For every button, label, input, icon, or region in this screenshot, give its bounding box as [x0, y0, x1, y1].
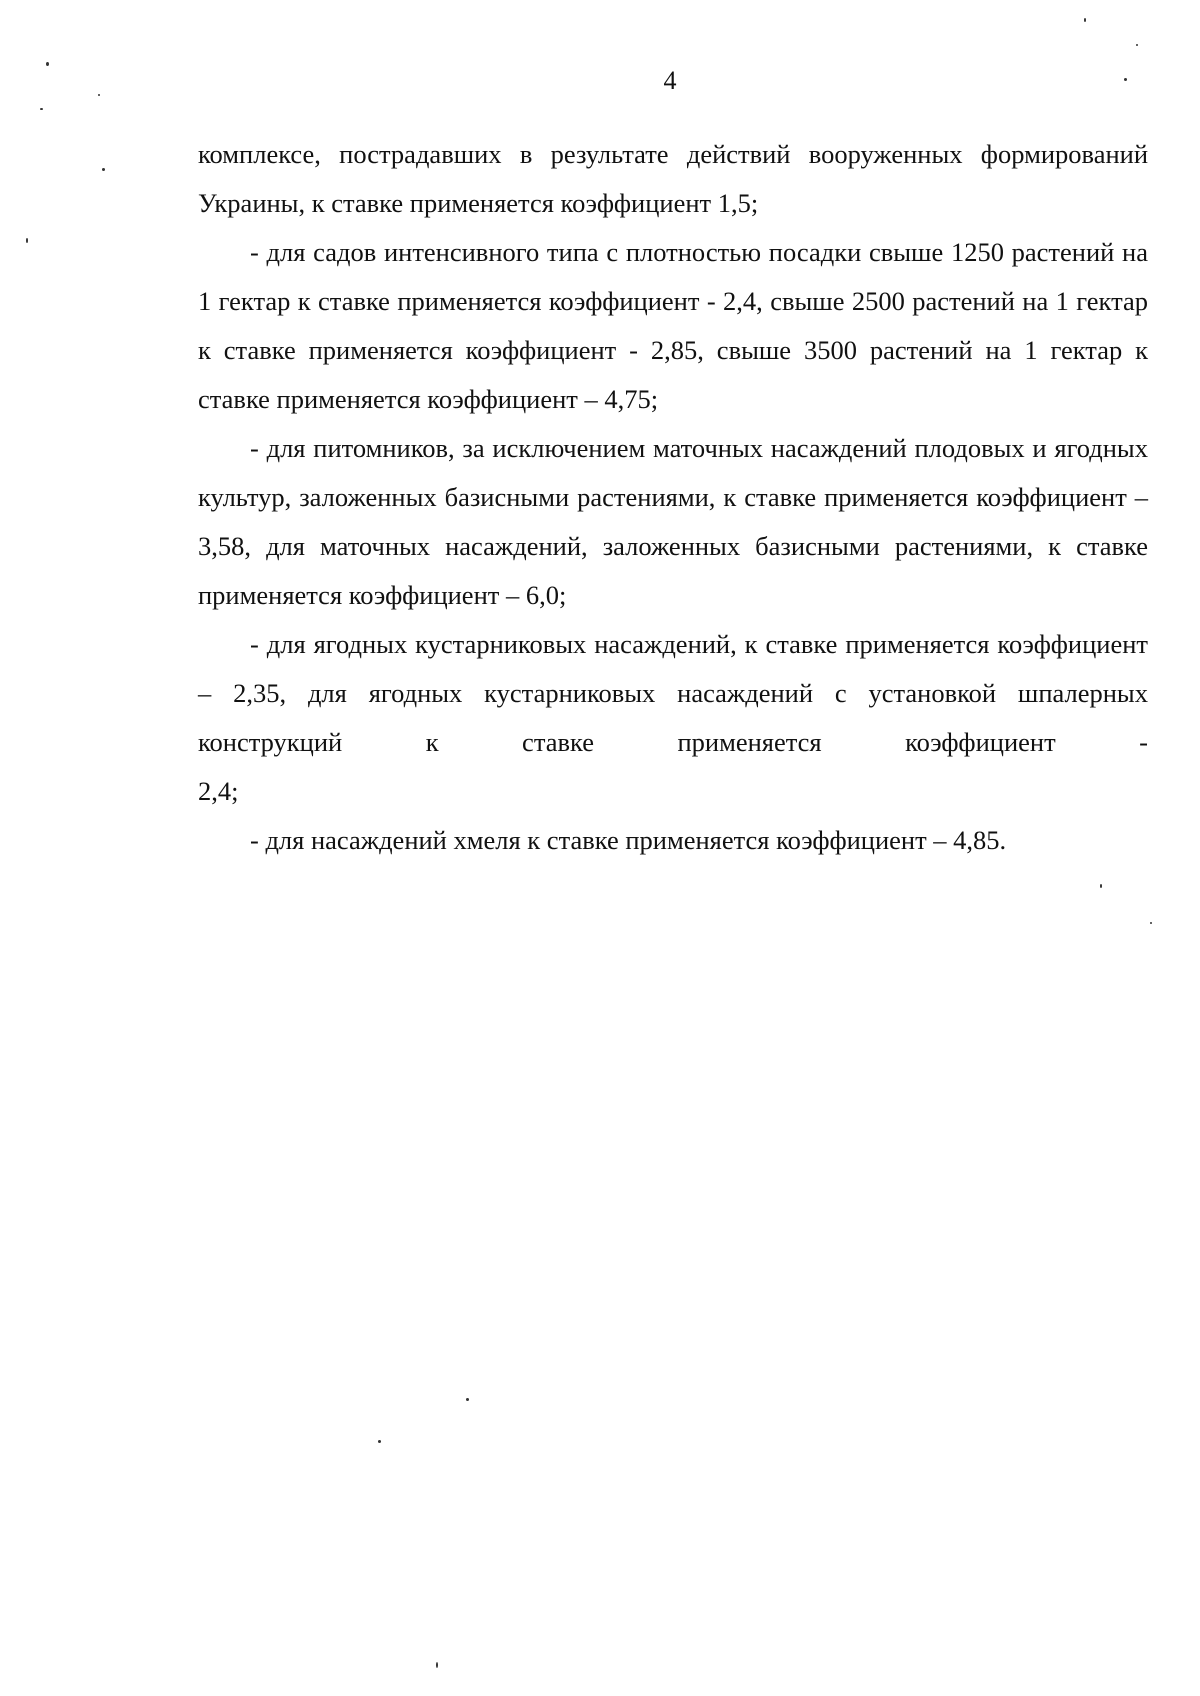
scan-speck [378, 1440, 381, 1443]
scan-speck [102, 168, 105, 171]
document-body [198, 130, 1148, 865]
scan-speck [46, 62, 49, 66]
page-number: 4 [663, 66, 677, 95]
paragraph-berry-shrubs: - для ягодных кустарниковых насаждений, к ставке применяется коэффициент – 2,35, для ягодных кустарниковых насаждений с установкой шпалерных конструкций к ставке применяется коэффициент - [198, 629, 1148, 757]
scan-speck [1100, 884, 1102, 888]
paragraph-intensive-gardens: - для садов интенсивного типа с плотностью посадки свыше 1250 растений на 1 гектар к ставке применяется коэффициент - 2,4, свыше 2500 растений на 1 гектар к ставке применяется коэффициент - 2,85, свыше 3500 растений на 1 гектар к ставке применяется коэффициент – 4,75; [198, 237, 1148, 414]
scan-speck [98, 94, 100, 96]
scan-speck [1084, 18, 1086, 22]
scan-speck [40, 108, 43, 110]
scan-speck [26, 238, 28, 243]
paragraph-continuation: комплексе, пострадавших в результате действий вооруженных формирований Украины, к ставке применяется коэффициент 1,5; [198, 139, 1148, 218]
scan-speck [466, 1398, 469, 1401]
scan-speck [1136, 44, 1138, 46]
paragraph-nurseries: - для питомников, за исключением маточных насаждений плодовых и ягодных культур, заложенных базисными растениями, к ставке применяется коэффициент – 3,58, для маточных насаждений, заложенных базисными растениями, к ставке применяется коэффициент – 6,0; [198, 433, 1148, 610]
scan-speck [1124, 78, 1127, 81]
scan-speck [436, 1662, 438, 1668]
paragraph-berry-shrubs-tail: 2,4; [198, 776, 239, 806]
scan-speck [1150, 922, 1152, 924]
paragraph-hops: - для насаждений хмеля к ставке применяется коэффициент – 4,85. [250, 825, 1007, 855]
